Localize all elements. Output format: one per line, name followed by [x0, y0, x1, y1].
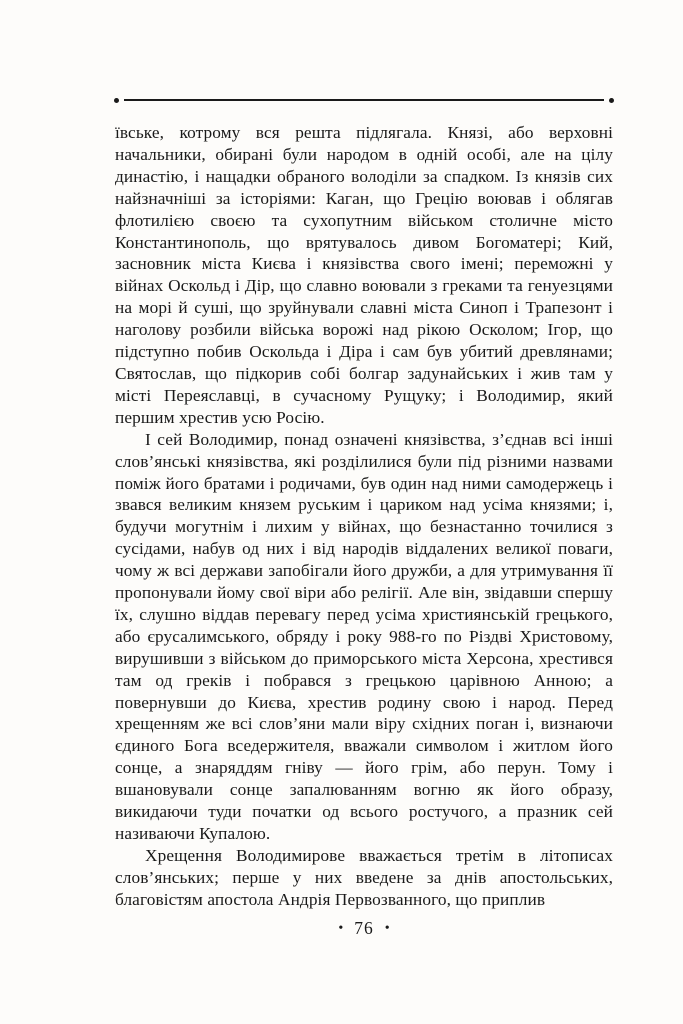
- header-ornament-rule: [114, 96, 614, 104]
- paragraph-2: І сей Володимир, понад означені князівства, з’єднав всі інші слов’янські князівства, які розділилися були під різними назвами поміж його братами і родичами, був один над ними самодержець і звався великим князем руським і цариком над усіма князями; і, будучи могутнім і лихим у війнах, що безнастанно точилися з сусідами, набув од них і від народів віддалених великої поваги, чому ж всі держави запобігали його дружби, а для утримування її пропонували йому свої віри або релігії. Але він, звідавши спершу їх, слушно віддав перевагу перед усіма християнській грецького, або єрусалимського, обряду і року 988-го по Різдві Христовому, вирушивши з військом до приморського міста Херсона, хрестився там од греків і побрався з грецькою царівною Анною; а повернувши до Києва, хрестив родину свою і народ. Перед хрещенням же всі слов’яни мали віру східних поган і, визнаючи єдиного Бога вседержителя, вважали символом і житлом його сонце, а знаряддям гніву — його грім, або перун. Тому і вшановували сонце запалюванням вогню як його образу, викидаючи туди початки од всього ростучого, а празник сей називаючи Купалою.: [115, 429, 613, 843]
- paragraph-3: Хрещення Володимирове вважається третім в літописах слов’янських; перше у них введене за днів апостольських, благовістям апостола Андрія Первозванного, що приплив: [115, 845, 613, 909]
- header-rule-line: [124, 99, 604, 101]
- page-footer: [115, 918, 613, 939]
- footer-right-dot-icon: •: [384, 920, 390, 936]
- paragraph-1: ївське, котрому вся решта підлягала. Князі, або верховні начальники, обирані були народом в одній особі, але на цілу династію, і нащадки обраного володіли за спадком. Із князів сих найзначніші за історіями: Каган, що Грецію воював і облягав флотилією своєю та сухопутним військом столичне місто Константинополь, що врятувалось дивом Богоматері; Кий, засновник міста Києва і князівства свого імені; переможні у війнах Оскольд і Дір, що славно воювали з греками та генуезцями на морі й суші, що зруйнували славні міста Синоп і Трапезонт і наголову розбили війська ворожі над рікою Осколом; Ігор, що підступно побив Оскольда і Діра і сам був убитий древлянами; Святослав, що підкорив собі болгар задунайських і жив там у місті Переяславці, в сучасному Рущуку; і Володимир, який першим хрестив усю Росію.: [115, 123, 613, 427]
- page-number: 76: [354, 918, 374, 938]
- header-rule-right-dot-icon: [609, 98, 614, 103]
- header-rule-left-dot-icon: [114, 98, 119, 103]
- page-body-text: [115, 122, 613, 911]
- footer-left-dot-icon: •: [338, 920, 344, 936]
